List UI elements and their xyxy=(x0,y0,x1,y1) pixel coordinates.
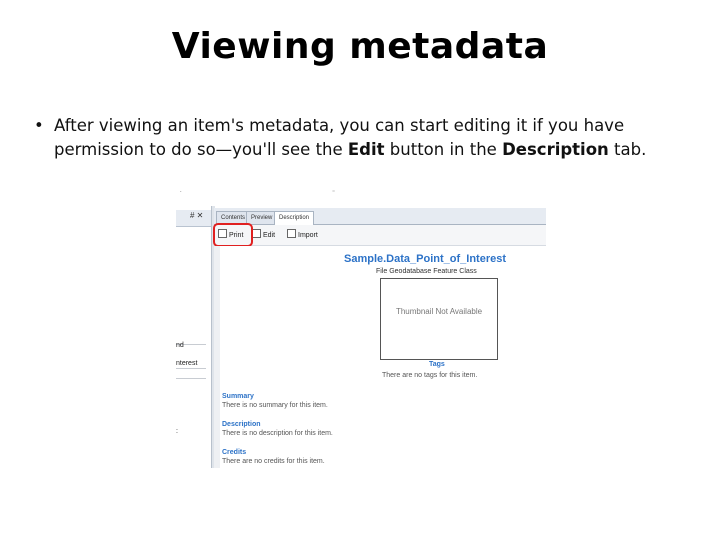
bullet-text-part-3: tab. xyxy=(608,140,647,159)
description-heading: Description xyxy=(222,421,261,428)
tab-description[interactable]: Description xyxy=(274,211,314,225)
credits-heading: Credits xyxy=(222,449,247,456)
top-mark: ⁼ xyxy=(332,190,336,196)
tree-divider xyxy=(176,378,206,379)
bullet-bold-description: Description xyxy=(502,140,609,159)
tags-heading: Tags xyxy=(429,361,445,368)
description-value: There is no description for this item. xyxy=(222,430,333,437)
bullet-marker: • xyxy=(34,116,44,135)
pane-header xyxy=(176,210,211,227)
bullet-bold-edit: Edit xyxy=(347,140,385,159)
tab-preview[interactable]: Preview xyxy=(246,211,277,224)
bullet-text-part-1: After viewing an item's metadata, you can start editing it if you have permission to do so—you'll see the xyxy=(54,116,625,159)
bullet-text xyxy=(54,114,684,162)
edit-label: Edit xyxy=(263,232,276,239)
metadata-thumbnail xyxy=(380,278,498,360)
thumbnail-placeholder-text: Thumbnail Not Available xyxy=(395,307,483,316)
import-icon xyxy=(287,229,296,238)
print-label: Print xyxy=(229,232,244,239)
import-label: Import xyxy=(298,232,318,239)
summary-value: There is no summary for this item. xyxy=(222,402,328,409)
tab-contents[interactable]: Contents xyxy=(216,211,250,224)
bullet-paragraph xyxy=(34,114,684,162)
tab-bar xyxy=(214,208,546,225)
top-tick-mark: . xyxy=(180,188,182,194)
metadata-subtitle: File Geodatabase Feature Class xyxy=(376,268,477,275)
credits-value: There are no credits for this item. xyxy=(222,458,325,465)
arccatalog-screenshot xyxy=(176,186,546,468)
catalog-tree-pane xyxy=(176,206,211,468)
edit-button[interactable] xyxy=(252,229,275,241)
tree-fragment-3: : xyxy=(176,428,178,435)
edit-highlight-circle xyxy=(213,223,253,247)
tree-divider xyxy=(176,368,206,369)
slide-title: Viewing metadata xyxy=(171,26,549,67)
tags-value: There are no tags for this item. xyxy=(382,372,478,379)
tree-fragment-2[interactable]: nterest xyxy=(176,360,198,367)
import-button[interactable] xyxy=(287,229,318,241)
content-scrollbar[interactable] xyxy=(214,246,220,468)
metadata-title: Sample.Data_Point_of_Interest xyxy=(344,253,506,265)
bullet-text-part-2: button in the xyxy=(384,140,503,159)
pin-close-controls[interactable]: # ✕ xyxy=(190,211,204,220)
description-toolbar xyxy=(214,225,546,246)
edit-icon xyxy=(252,229,261,238)
tree-fragment-1: nd xyxy=(176,342,184,349)
summary-heading: Summary xyxy=(222,393,254,400)
